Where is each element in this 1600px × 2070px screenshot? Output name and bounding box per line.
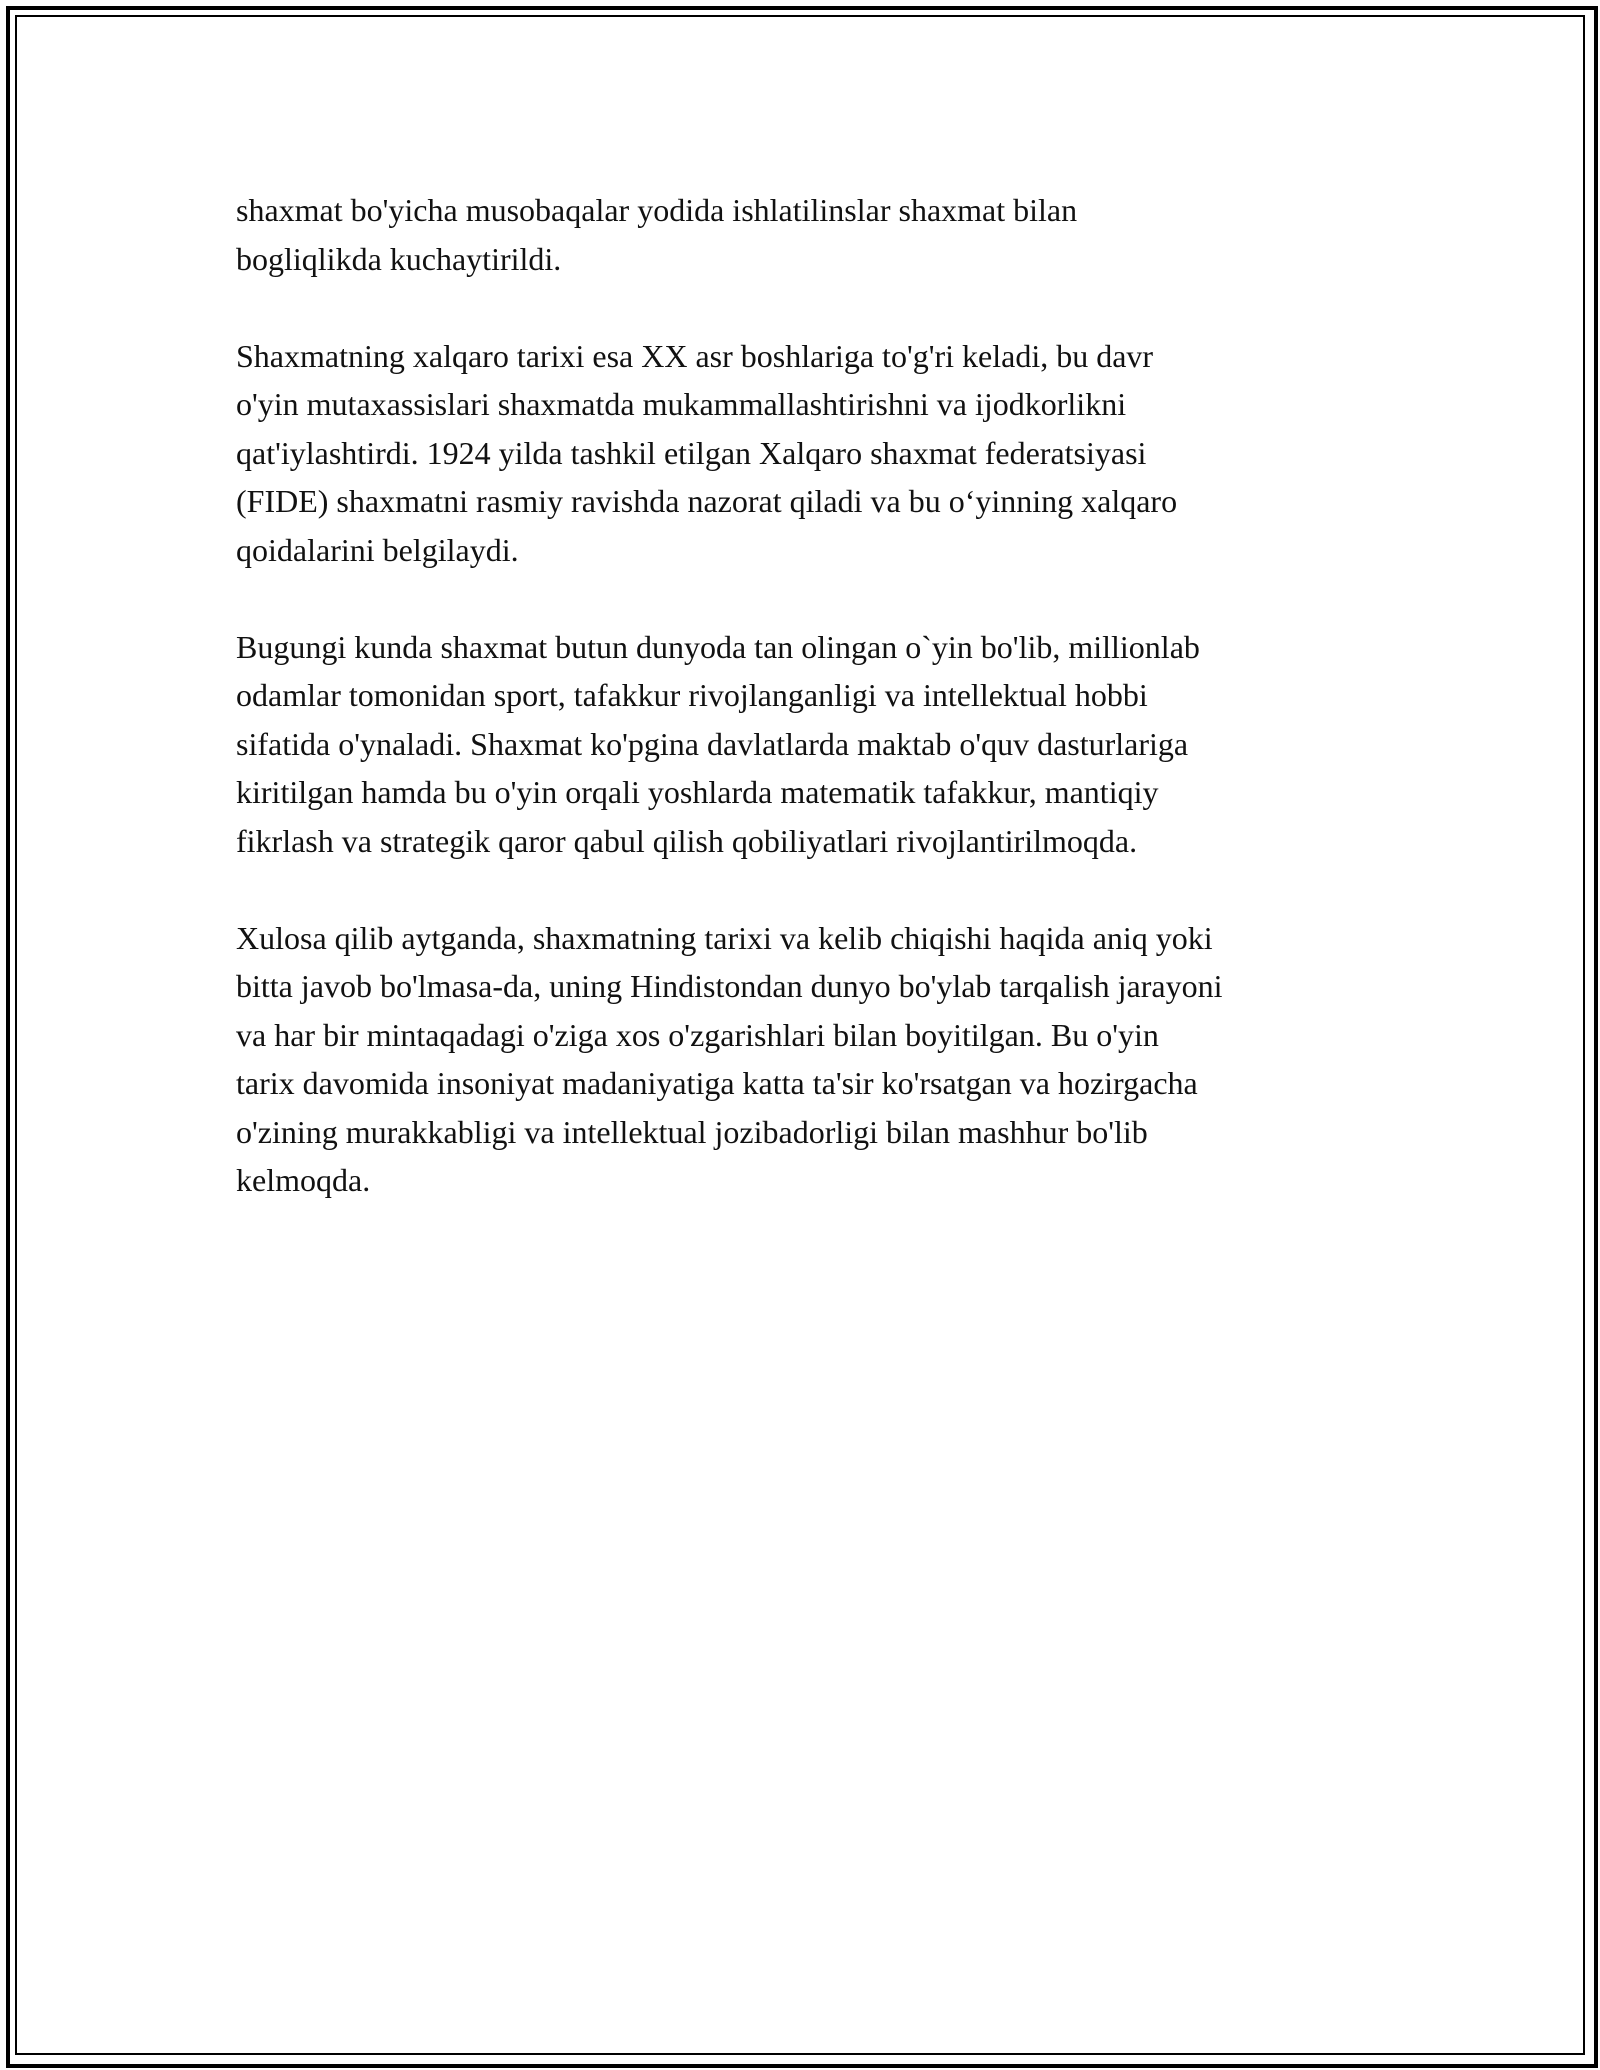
paragraph-2: Shaxmatning xalqaro tarixi esa XX asr boshlariga to'g'ri keladi, bu davr o'yin mutaxassislari shaxmatda mukammallashtirishni va ijodkorlikni qat'iylashtirdi. 1924 yilda tashkil etilgan Xalqaro shaxmat federatsiyasi (FIDE) shaxmatni rasmiy ravishda nazorat qiladi va bu o‘yinning xalqaro qoidalarini belgilaydi. xyxy=(236,337,1178,568)
paragraph-3: Bugungi kunda shaxmat butun dunyoda tan olingan o`yin bo'lib, millionlab odamlar tomonidan sport, tafakkur rivojlanganligi va intellektual hobbi sifatida o'ynaladi. Shaxmat ko'pgina davlatlarda maktab o'quv dasturlariga kiritilgan hamda bu o'yin orqali yoshlarda matematik tafakkur, mantiqiy fikrlash va strategik qaror qabul qilish qobiliyatlari rivojlantirilmoqda. xyxy=(236,628,1200,859)
document-body xyxy=(236,186,1386,1205)
paragraph-1: shaxmat bo'yicha musobaqalar yodida ishlatilinslar shaxmat bilan bogliqlikda kuchaytirildi. xyxy=(236,192,1078,277)
paragraph-4: Xulosa qilib aytganda, shaxmatning tarixi va kelib chiqishi haqida aniq yoki bitta javob bo'lmasa-da, uning Hindistondan dunyo bo'ylab tarqalish jarayoni va har bir mintaqadagi o'ziga xos o'zgarishlari bilan boyitilgan. Bu o'yin tarix davomida insoniyat madaniyatiga katta ta'sir ko'rsatgan va hozirgacha o'zining murakkabligi va intellektual jozibadorligi bilan mashhur bo'lib kelmoqda. xyxy=(236,919,1223,1198)
